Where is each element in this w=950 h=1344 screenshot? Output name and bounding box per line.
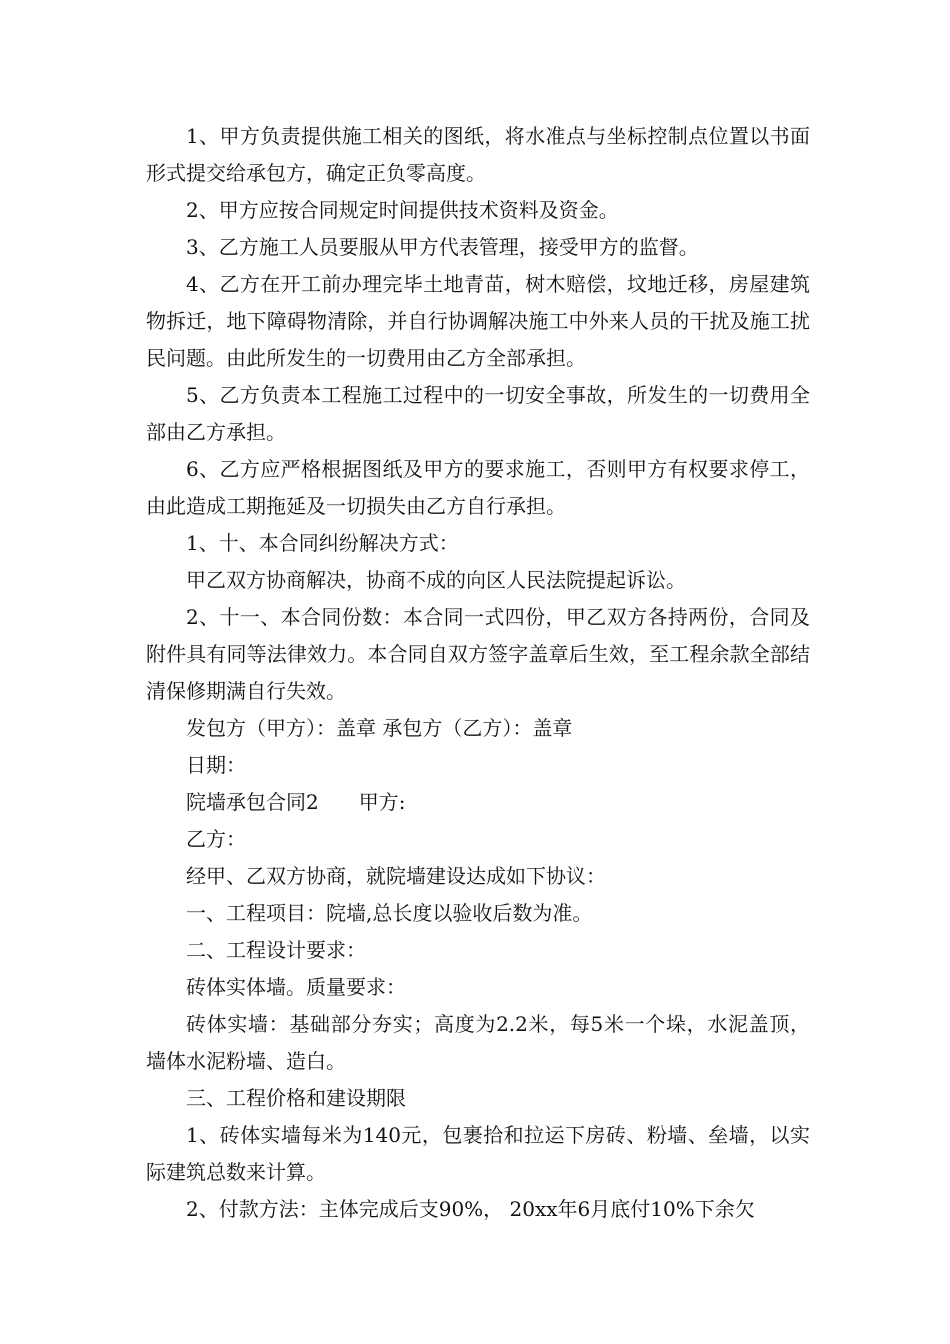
paragraph: 6、乙方应严格根据图纸及甲方的要求施工，否则甲方有权要求停工，由此造成工期拖延及一切损失由乙方自行承担。	[146, 457, 810, 518]
paragraph: 1、十、本合同纠纷解决方式：	[186, 531, 459, 555]
date-line: 日期：	[186, 753, 246, 777]
paragraph: 1、甲方负责提供施工相关的图纸，将水准点与坐标控制点位置以书面形式提交给承包方，确定正负零高度。	[146, 124, 810, 185]
paragraph: 4、乙方在开工前办理完毕土地青苗，树木赔偿，坟地迁移，房屋建筑物拆迁，地下障碍物清除，并自行协调解决施工中外来人员的干扰及施工扰民问题。由此所发生的一切费用由乙方全部承担。	[146, 272, 810, 370]
paragraph: 5、乙方负责本工程施工过程中的一切安全事故，所发生的一切费用全部由乙方承担。	[146, 383, 810, 444]
paragraph: 1、砖体实墙每米为140元，包裹拾和拉运下房砖、粉墙、垒墙，以实际建筑总数来计算。	[146, 1123, 810, 1184]
document-body	[146, 118, 810, 1228]
section-heading: 三、工程价格和建设期限	[186, 1086, 406, 1110]
paragraph: 2、甲方应按合同规定时间提供技术资料及资金。	[186, 198, 619, 222]
signature-line: 发包方（甲方）：盖章 承包方（乙方）：盖章	[186, 716, 573, 740]
paragraph: 甲乙双方协商解决，协商不成的向区人民法院提起诉讼。	[186, 568, 686, 592]
section-heading: 二、工程设计要求：	[186, 938, 366, 962]
paragraph: 砖体实体墙。质量要求：	[186, 975, 406, 999]
contract-title-line: 院墙承包合同2 甲方:	[186, 790, 406, 814]
paragraph: 砖体实墙：基础部分夯实；高度为2.2米，每5米一个垛，水泥盖顶，墙体水泥粉墙、造白。	[146, 1012, 810, 1073]
paragraph: 3、乙方施工人员要服从甲方代表管理，接受甲方的监督。	[186, 235, 699, 259]
paragraph: 2、十一、本合同份数：本合同一式四份，甲乙双方各持两份，合同及附件具有同等法律效力。本合同自双方签字盖章后生效，至工程余款全部结清保修期满自行失效。	[146, 605, 810, 703]
party-b-line: 乙方：	[186, 827, 246, 851]
paragraph: 经甲、乙双方协商，就院墙建设达成如下协议：	[186, 864, 606, 888]
section-heading: 一、工程项目：院墙,总长度以验收后数为准。	[186, 901, 593, 925]
paragraph: 2、付款方法：主体完成后支90%， 20xx年6月底付10%下余欠	[186, 1197, 755, 1221]
